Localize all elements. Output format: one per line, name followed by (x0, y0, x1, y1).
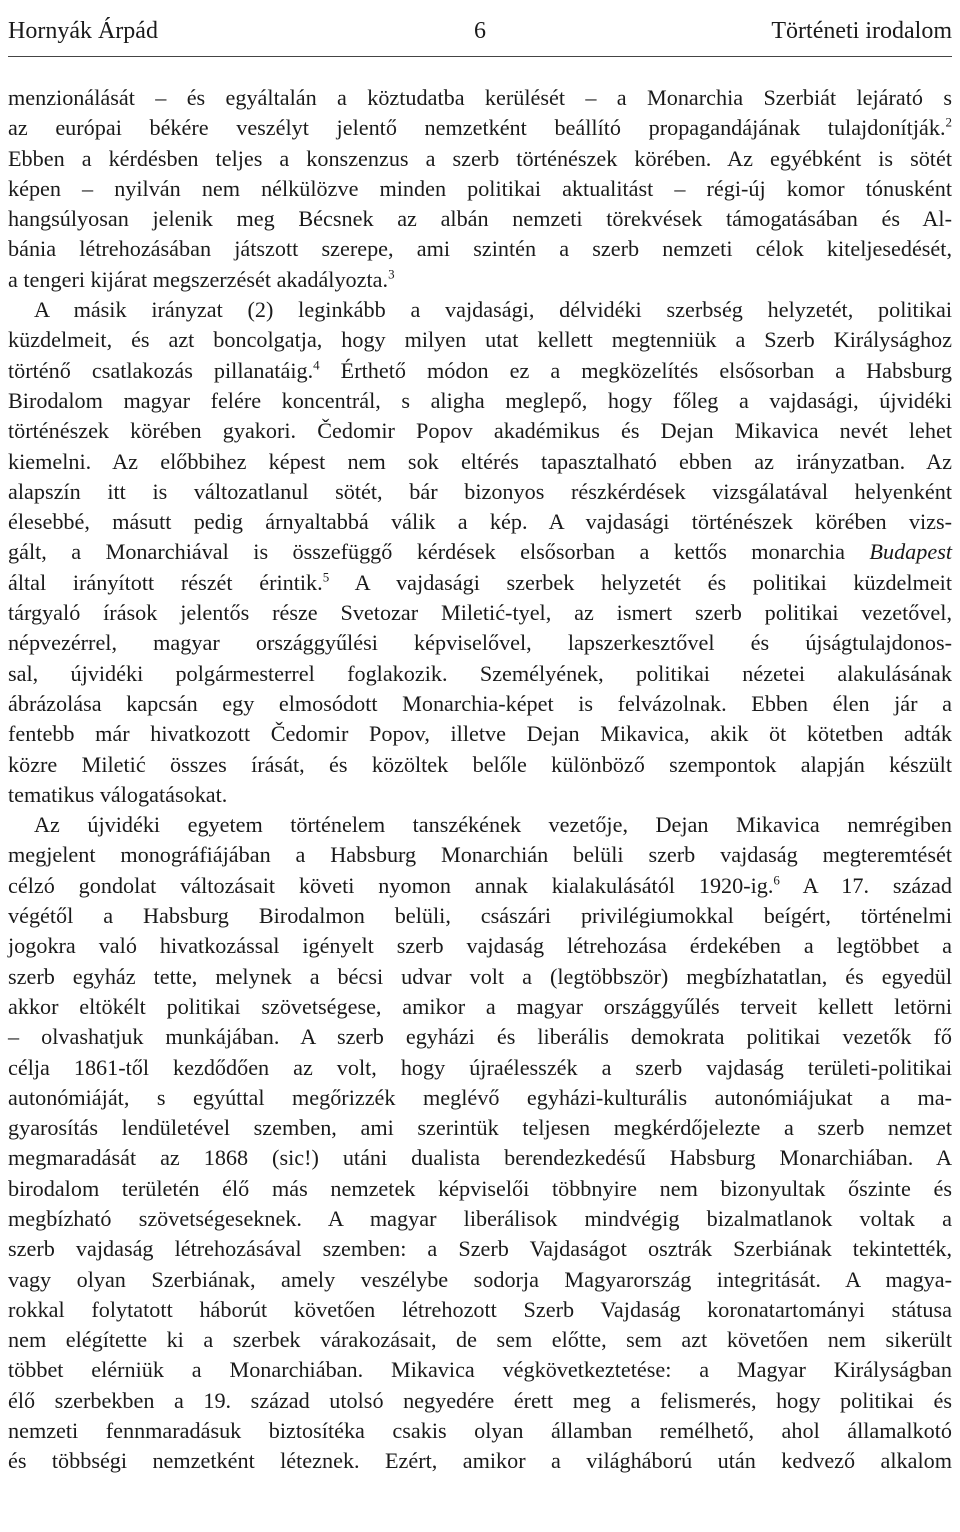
text-line: kiemelni. Az előbbihez képest nem sok eltérés tapasztalható ebben az irányzatban. Az (8, 448, 952, 474)
text-line: közre Miletić összes írását, és közöltek belőle különböző szempontok alapján készült (8, 751, 952, 777)
text-line: bánia létrehozásában játszott szerepe, ami szintén a szerb nemzeti célok kiteljesedését, (8, 236, 952, 262)
text-line: és többségi nemzetként léteznek. Ezért, amikor a világháború után kedvező alkalom (8, 1448, 952, 1474)
header-rule (8, 56, 952, 57)
text-line: Ebben a kérdésben teljes a konszenzus a szerb történészek körében. Az egyébként is sötét (8, 145, 952, 171)
text-line: menzionálását – és egyáltalán a köztudatba kerülését – a Monarchia Szerbiát lejárató s (8, 85, 952, 110)
text-line: szerb egyház tette, melynek a bécsi udvar volt a (legtöbbször) megbízhatatlan, és egyedül (8, 963, 952, 989)
text-line: megmaradását az 1868 (sic!) utáni dualista berendezkedésű Habsburg Monarchiában. A (8, 1145, 952, 1171)
text-line: autonómiáját, s egyúttal megőrizzék meglévő egyházi-kulturális autonómiájukat a ma- (8, 1084, 952, 1110)
text-line: szerb vajdaság létrehozásával szemben: a Szerb Vajdaságot osztrák Szerbiának tekintették, (8, 1236, 952, 1262)
running-header (8, 14, 952, 48)
text-line: birodalom területén élő más nemzetek képviselői többnyire nem bizonyultak őszinte és (8, 1175, 952, 1201)
text-line: ábrázolása kapcsán egy elmosódott Monarchia-képet is felvázolnak. Ebben élen jár a (8, 690, 952, 716)
text-line: megjelent monográfiájában a Habsburg Monarchián belüli szerb vajdaság megteremtését (8, 842, 952, 868)
page-number: 6 (474, 17, 486, 44)
text-line: A másik irányzat (2) leginkább a vajdasági, délvidéki szerbség helyzetét, politikai (34, 297, 952, 323)
italic-term: Budapest (869, 539, 952, 565)
text-line: jogokra való hivatkozással igényelt szerb vajdaság létrehozása érdekében a legtöbbet a (8, 933, 952, 959)
text-line: a tengeri kijárat megszerzését akadályozta.$^3$ (8, 266, 395, 292)
text-line: gyarosítás lendületével szemben, ami szerintük teljesen megkérdőjelezte a szerb nemzet (8, 1115, 952, 1141)
text-line: az európai békére veszélyt jelentő nemzetként beállító propagandájának tulajdonítják.$^2$ (8, 114, 952, 141)
text-line: Az újvidéki egyetem történelem tanszékének vezetője, Dejan Mikavica nemrégiben (34, 812, 952, 838)
body-text (8, 83, 952, 1477)
text-line: tárgyaló írások jelentős része Svetozar Miletić-tyel, az ismert szerb politikai vezetővel, (8, 600, 952, 626)
text-line: Birodalom magyar felére koncentrál, s aligha meglepő, hogy főleg a vajdasági, újvidéki (8, 387, 952, 413)
text-line: nemzeti fennmaradásuk biztosítéka csakis olyan államban remélhető, ahol államalkotó (8, 1418, 952, 1444)
text-line: képen – nyilván nem nélkülözve minden politikai aktualitást – régi-új komor tónusként (8, 175, 952, 201)
text-line: megbízható szövetségeseknek. A magyar liberálisok mindvégig bizalmatlanok voltak a (8, 1205, 952, 1231)
footnote-ref: 4 (313, 357, 320, 373)
text-line: fentebb már hivatkozott Čedomir Popov, illetve Dejan Mikavica, akik öt kötetben adták (8, 721, 952, 747)
header-section-title: Történeti irodalom (771, 17, 952, 44)
footnote-ref: 6 (773, 872, 780, 888)
text-line: többet elérniük a Monarchiában. Mikavica végkövetkeztetése: a Magyar Királyságban (8, 1357, 952, 1383)
text-line: nem elégítette ki a szerbek várakozásait, de sem előtte, sem azt követően nem sikerült (8, 1327, 952, 1353)
text-line: rokkal folytatott háborút követően létrehozott Szerb Vajdaság koronatartományi státusa (8, 1296, 952, 1322)
text-line: végétől a Habsburg Birodalmon belüli, császári privilégiumokkal beígért, történelmi (8, 903, 952, 929)
text-line: akkor eltökélt politikai szövetségese, amikor a magyar országgyűlés terveit kellett letörni (8, 993, 952, 1019)
text-line: – olvashatjuk munkájában. A szerb egyházi és liberális demokrata politikai vezetők fő (8, 1024, 952, 1050)
text-line: élesebbé, másutt pedig árnyaltabbá válik a kép. A vajdasági történészek körében vizs- (8, 509, 952, 535)
text-line: küzdelmeit, és azt boncolgatja, hogy milyen utat kellett megtenniük a Szerb Királysághoz (8, 327, 952, 353)
text-line: gált, a Monarchiával is összefüggő kérdések elsősorban a kettős monarchia Budapest (8, 539, 952, 565)
text-line: célzó gondolat változásait követi nyomon annak kialakulásától 1920-ig.$^6$ A 17. század (8, 872, 952, 898)
text-line: népvezérrel, magyar országgyűlési képviselővel, lapszerkesztővel és újságtulajdonos- (8, 630, 952, 656)
text-line: sal, újvidéki polgármesterrel foglakozik. Személyének, politikai nézetei alakulásának (8, 660, 952, 686)
header-author: Hornyák Árpád (8, 17, 158, 44)
text-line: hangsúlyosan jelenik meg Bécsnek az albán nemzeti törekvések támogatásában és Al- (8, 206, 952, 232)
text-line: célja 1861-től kezdődően az volt, hogy újraélesszék a szerb vajdaság területi-politikai (8, 1054, 952, 1080)
text-line: történészek körében gyakori. Čedomir Popov akadémikus és Dejan Mikavica nevét lehet (8, 418, 952, 444)
footnote-ref: 2 (945, 114, 952, 130)
text-line: tematikus válogatásokat. (8, 781, 228, 807)
text-line: vagy olyan Szerbiának, amely veszélybe sodorja Magyarország integritását. A magya- (8, 1266, 952, 1292)
text-line: történő csatlakozás pillanatáig.$^4$ Érthető módon ez a megközelítés elsősorban a Habsburg (8, 357, 952, 383)
footnote-ref: 5 (322, 569, 330, 585)
text-line: alapszín itt is változatlanul sötét, bár bizonyos részkérdések vizsgálatával helyenként (8, 478, 952, 504)
text-line: élő szerbekben a 19. század utolsó negyedére érett meg a felismerés, hogy politikai és (8, 1387, 952, 1413)
footnote-ref: 3 (388, 266, 395, 282)
text-line: által irányított részét érintik.$^5$ A vajdasági szerbek helyzetét és politikai küzdelmeit (8, 569, 952, 595)
